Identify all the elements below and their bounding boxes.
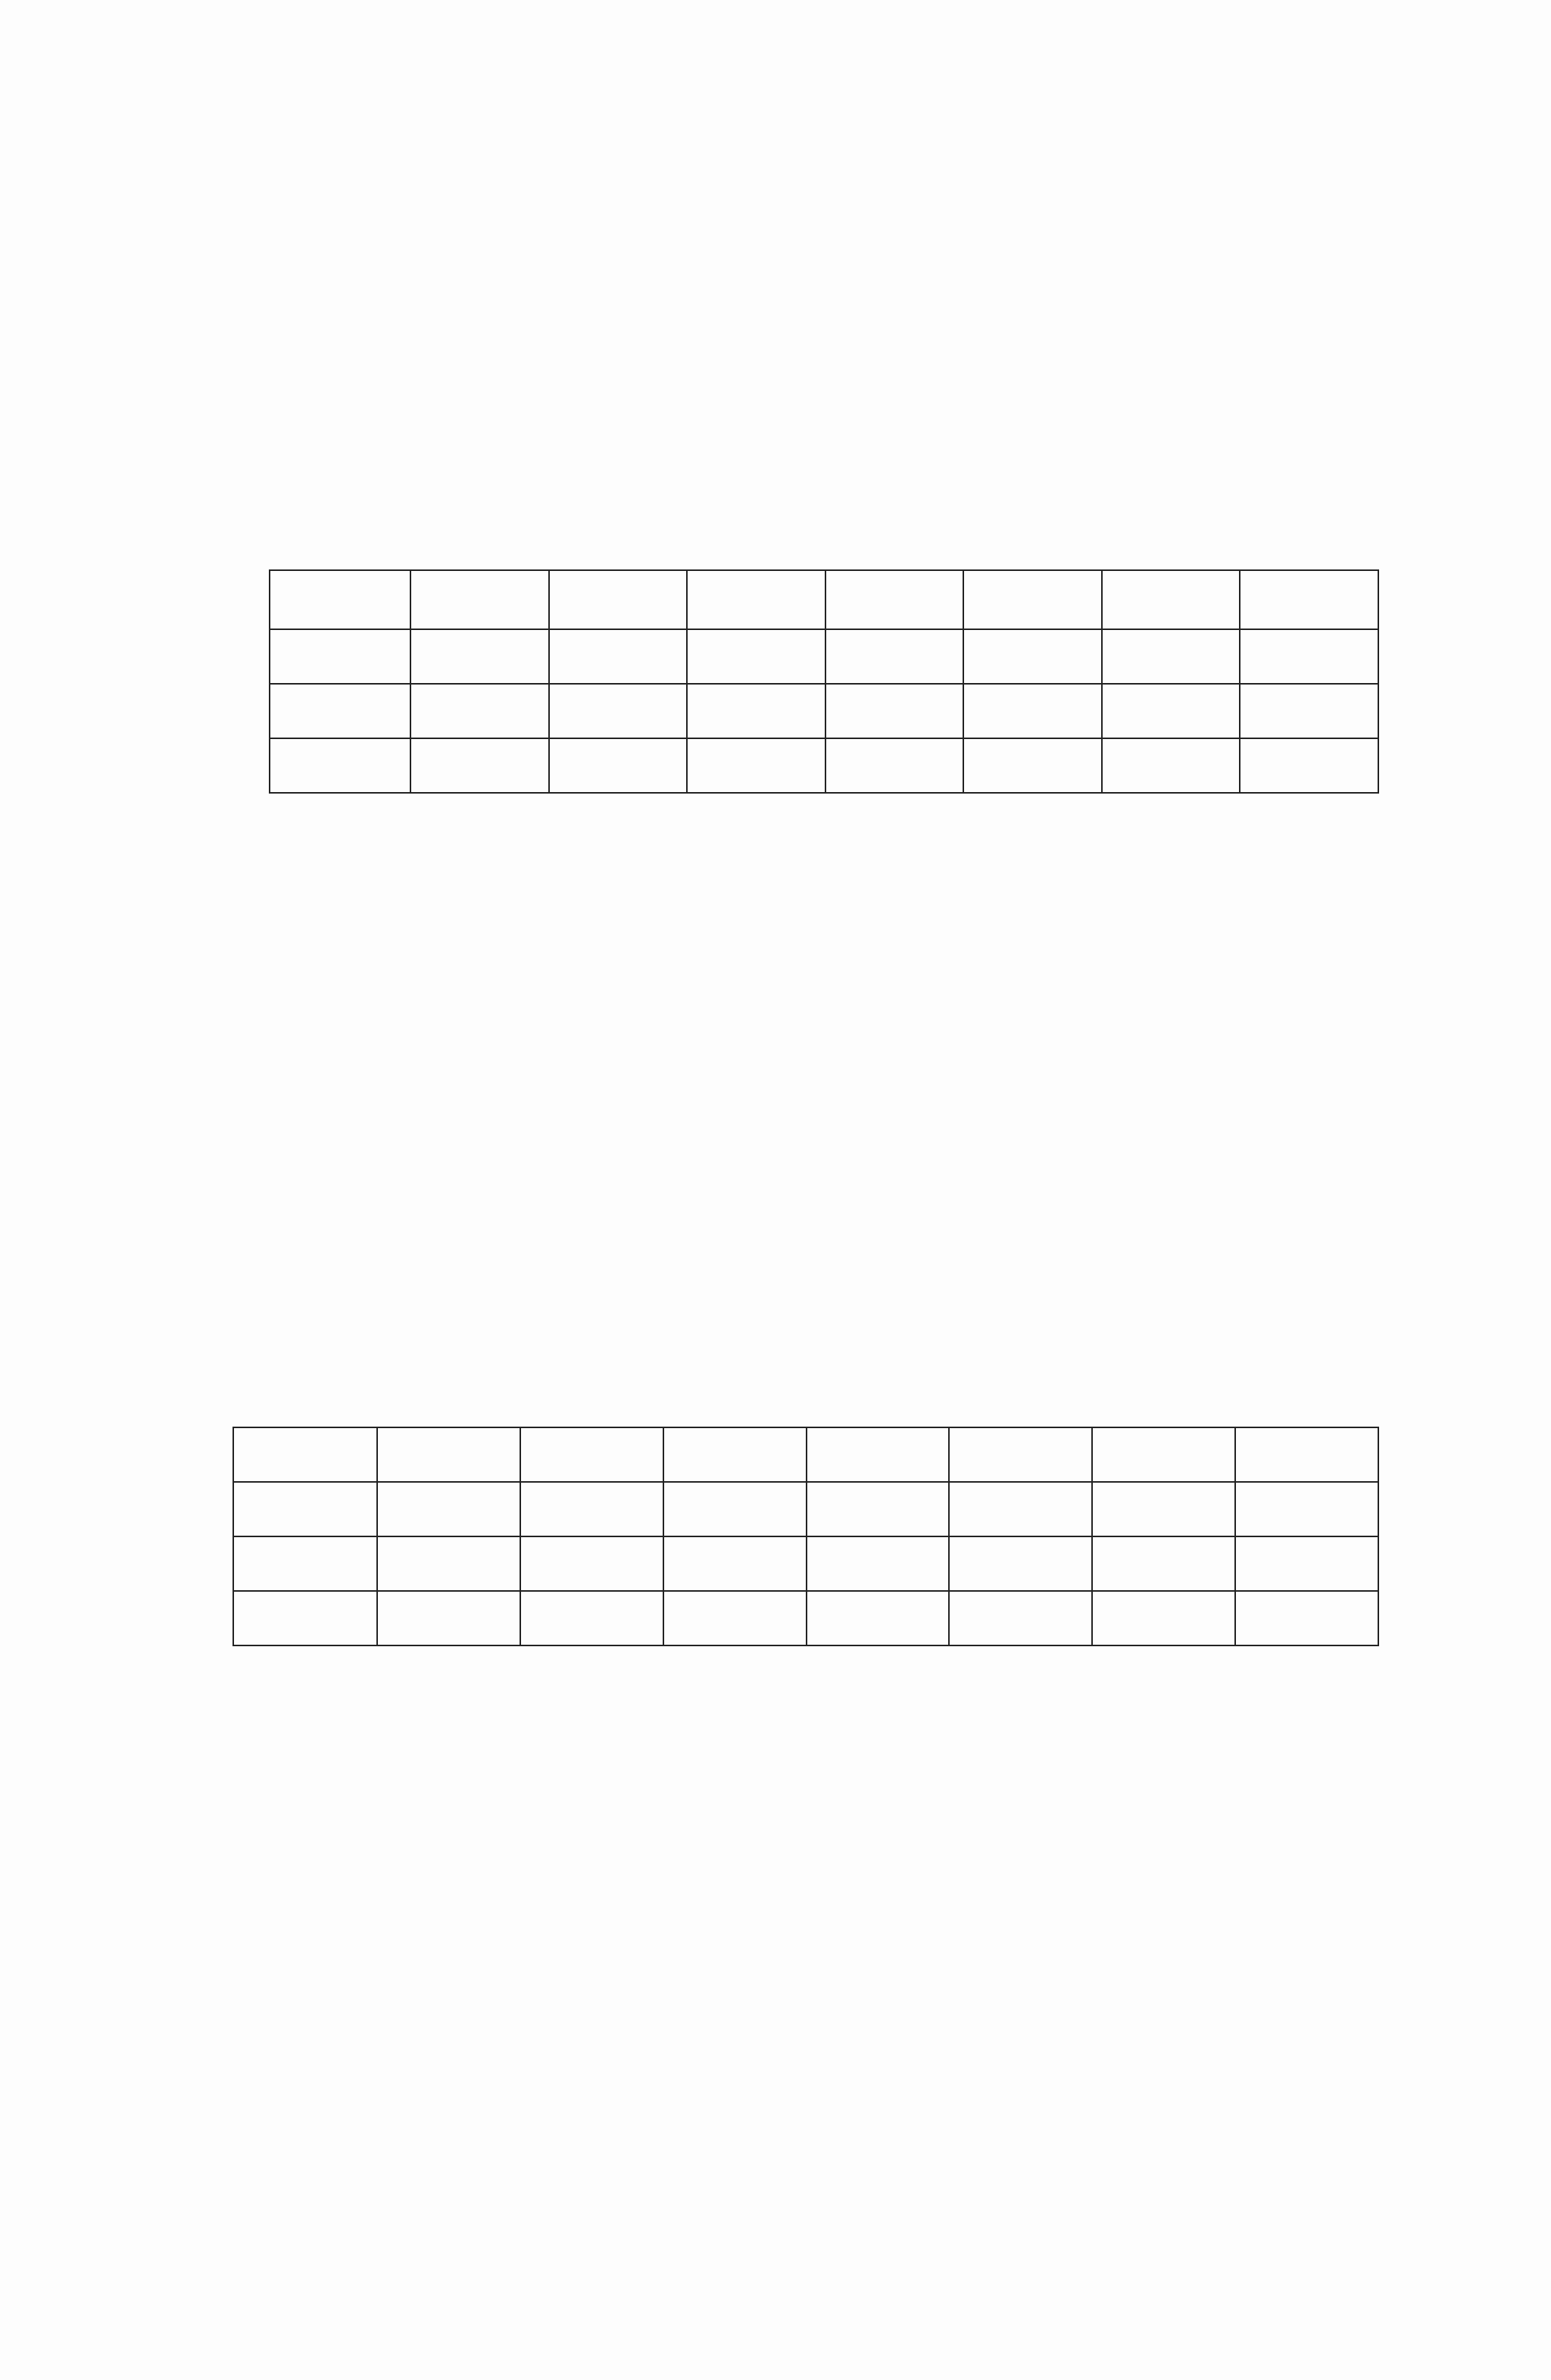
answer-blank[interactable] bbox=[1102, 738, 1240, 793]
row-label bbox=[270, 738, 410, 793]
row-label bbox=[270, 684, 410, 738]
row-label bbox=[233, 1591, 377, 1645]
table-cell bbox=[807, 1427, 950, 1482]
table-row bbox=[233, 1536, 1378, 1591]
answer-blank[interactable] bbox=[520, 1482, 663, 1536]
answer-blank[interactable] bbox=[663, 1482, 807, 1536]
table-header-row bbox=[233, 1427, 1378, 1482]
answer-blank[interactable] bbox=[963, 738, 1102, 793]
table-cell bbox=[549, 570, 688, 629]
table-cell bbox=[377, 1482, 520, 1536]
answer-blank[interactable] bbox=[1240, 629, 1378, 684]
table-row bbox=[233, 1482, 1378, 1536]
answer-blank[interactable] bbox=[807, 1536, 950, 1591]
table-cell bbox=[949, 1427, 1092, 1482]
table-cell bbox=[270, 570, 410, 629]
table-cell bbox=[520, 1427, 663, 1482]
function-table-2 bbox=[232, 1427, 1379, 1646]
answer-blank[interactable] bbox=[520, 1591, 663, 1645]
table-row bbox=[233, 1591, 1378, 1645]
answer-blank[interactable] bbox=[825, 738, 964, 793]
table-cell bbox=[1240, 570, 1378, 629]
table-cell bbox=[687, 570, 825, 629]
answer-blank[interactable] bbox=[1235, 1482, 1378, 1536]
answer-blank[interactable] bbox=[1240, 684, 1378, 738]
answer-blank[interactable] bbox=[663, 1591, 807, 1645]
answer-blank[interactable] bbox=[1092, 1536, 1235, 1591]
table-cell bbox=[963, 570, 1102, 629]
table-row bbox=[270, 629, 1378, 684]
table-cell bbox=[377, 1591, 520, 1645]
answer-blank[interactable] bbox=[963, 629, 1102, 684]
table-row bbox=[270, 684, 1378, 738]
answer-blank[interactable] bbox=[825, 629, 964, 684]
answer-blank[interactable] bbox=[949, 1482, 1092, 1536]
answer-blank[interactable] bbox=[807, 1482, 950, 1536]
answer-blank[interactable] bbox=[1092, 1591, 1235, 1645]
answer-blank[interactable] bbox=[410, 738, 549, 793]
answer-blank[interactable] bbox=[949, 1536, 1092, 1591]
answer-blank[interactable] bbox=[687, 629, 825, 684]
answer-blank[interactable] bbox=[1240, 738, 1378, 793]
table-cell bbox=[377, 1536, 520, 1591]
answer-blank[interactable] bbox=[549, 738, 688, 793]
answer-blank[interactable] bbox=[663, 1536, 807, 1591]
row-label bbox=[270, 629, 410, 684]
table-cell bbox=[410, 570, 549, 629]
table-cell bbox=[1102, 570, 1240, 629]
table-cell bbox=[825, 570, 964, 629]
answer-blank[interactable] bbox=[949, 1591, 1092, 1645]
answer-blank[interactable] bbox=[687, 684, 825, 738]
answer-blank[interactable] bbox=[1102, 629, 1240, 684]
function-table-1 bbox=[269, 569, 1379, 794]
answer-blank[interactable] bbox=[520, 1536, 663, 1591]
answer-blank[interactable] bbox=[549, 629, 688, 684]
table-cell bbox=[233, 1427, 377, 1482]
answer-blank[interactable] bbox=[1235, 1536, 1378, 1591]
table-row bbox=[270, 738, 1378, 793]
answer-blank[interactable] bbox=[1092, 1482, 1235, 1536]
answer-blank[interactable] bbox=[825, 684, 964, 738]
answer-blank[interactable] bbox=[1235, 1591, 1378, 1645]
answer-blank[interactable] bbox=[410, 629, 549, 684]
table-cell bbox=[1235, 1427, 1378, 1482]
answer-blank[interactable] bbox=[807, 1591, 950, 1645]
table-header-row bbox=[270, 570, 1378, 629]
row-label bbox=[233, 1482, 377, 1536]
row-label bbox=[233, 1536, 377, 1591]
answer-blank[interactable] bbox=[1102, 684, 1240, 738]
table-cell bbox=[1092, 1427, 1235, 1482]
answer-blank[interactable] bbox=[963, 684, 1102, 738]
answer-blank[interactable] bbox=[687, 738, 825, 793]
answer-blank[interactable] bbox=[549, 684, 688, 738]
answer-blank[interactable] bbox=[410, 684, 549, 738]
table-cell bbox=[377, 1427, 520, 1482]
table-cell bbox=[663, 1427, 807, 1482]
